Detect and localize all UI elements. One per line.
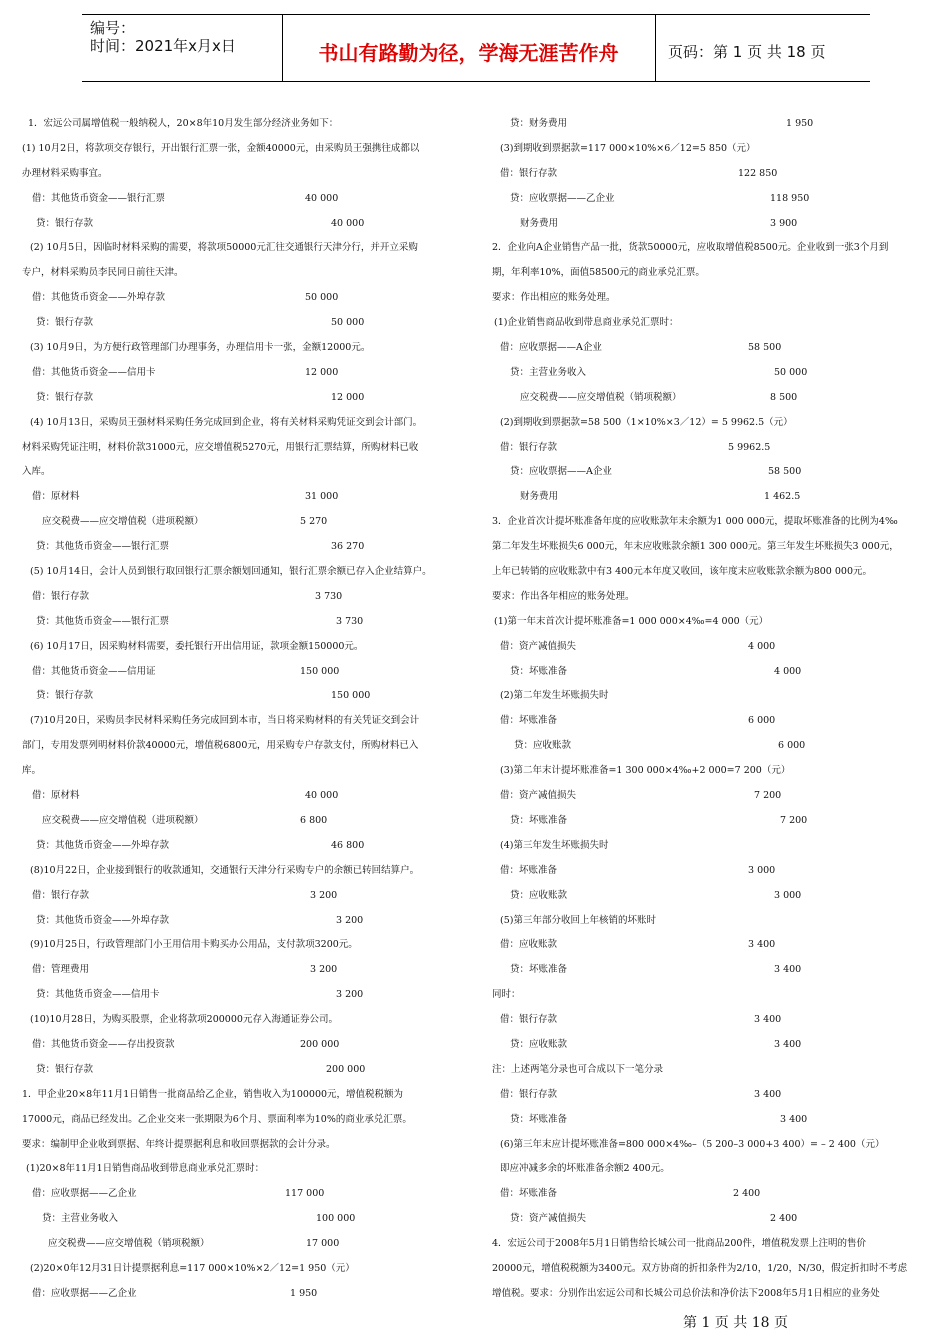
entry-amount: 3 000 xyxy=(774,889,802,901)
entry-amount: 3 200 xyxy=(336,989,364,1001)
entry-account: 借：原材料 xyxy=(32,790,80,802)
right-text-line xyxy=(490,784,930,809)
paragraph-text: (3) 10月9日，为方便行政管理部门办理事务，办理信用卡一张，金额12000元。 xyxy=(30,342,371,354)
document-number-label: 编号： xyxy=(90,19,136,37)
header-info-cell xyxy=(82,15,283,81)
right-text-line xyxy=(490,684,930,709)
left-text-line xyxy=(22,585,470,610)
entry-account: 借：坏账准备 xyxy=(500,864,558,876)
entry-amount: 3 730 xyxy=(336,615,364,627)
entry-amount: 7 200 xyxy=(780,814,808,826)
entry-account: 借：应收票据——乙企业 xyxy=(32,1287,137,1299)
paragraph-text: (4)第三年发生坏账损失时 xyxy=(500,839,609,851)
right-text-line xyxy=(490,1182,930,1207)
left-text-line xyxy=(22,436,470,461)
entry-amount: 3 400 xyxy=(774,964,802,976)
entry-amount: 3 400 xyxy=(754,1088,782,1100)
right-text-line xyxy=(490,1008,930,1033)
entry-account: 贷：银行存款 xyxy=(36,217,94,229)
entry-amount: 3 400 xyxy=(774,1038,802,1050)
left-text-line xyxy=(22,1133,470,1158)
paragraph-text: 同时： xyxy=(492,989,521,1001)
entry-amount: 8 500 xyxy=(770,391,798,403)
right-text-line xyxy=(490,485,930,510)
left-text-line xyxy=(22,660,470,685)
paragraph-text: (5)第三年部分收回上年核销的坏账时 xyxy=(500,914,656,926)
right-text-line xyxy=(490,958,930,983)
entry-account: 贷：主营业务收入 xyxy=(510,366,587,378)
right-text-line xyxy=(490,1207,930,1232)
left-text-line xyxy=(22,311,470,336)
entry-account: 借：其他货币资金——外埠存款 xyxy=(32,292,166,304)
entry-account: 贷：银行存款 xyxy=(36,391,94,403)
right-text-line xyxy=(490,610,930,635)
left-text-line xyxy=(22,112,470,137)
paragraph-text: (4) 10月13日，采购员王强材料采购任务完成回到企业，将有关材料采购凭证交到会计部门。 xyxy=(30,416,423,428)
paragraph-text: (10)10月28日，为购买股票，企业将款项200000元存入海通证券公司。 xyxy=(30,1014,338,1026)
paragraph-text: 4．宏远公司于2008年5月1日销售给长城公司一批商品200件，增值税发票上注明的售价 xyxy=(492,1238,866,1250)
entry-account: 贷：应收票据——乙企业 xyxy=(510,192,615,204)
left-text-line xyxy=(22,1282,470,1307)
entry-account: 借：银行存款 xyxy=(32,590,90,602)
entry-account: 应交税费——应交增值税（销项税额） xyxy=(48,1238,210,1250)
entry-amount: 50 000 xyxy=(331,317,365,329)
right-text-line xyxy=(490,1083,930,1108)
paragraph-text: (2) 10月5日，因临时材料采购的需要，将款项50000元汇往交通银行天津分行，并开立采购 xyxy=(30,242,418,254)
right-text-line xyxy=(490,759,930,784)
entry-amount: 2 400 xyxy=(770,1213,798,1225)
left-text-line xyxy=(22,1257,470,1282)
entry-account: 贷：应收账款 xyxy=(510,1038,568,1050)
header-motto-cell xyxy=(282,15,656,81)
left-text-line xyxy=(22,1232,470,1257)
entry-amount: 31 000 xyxy=(305,491,339,503)
paragraph-text: (2)到期收到票据款=58 500（1×10%×3／12）= 5 9962.5（元） xyxy=(500,416,793,428)
paragraph-text: (2)第二年发生坏账损失时 xyxy=(500,690,609,702)
paragraph-text: 要求：编制甲企业收到票据、年终计提票据利息和收回票据款的会计分录。 xyxy=(22,1138,336,1150)
left-text-line xyxy=(22,286,470,311)
paragraph-text: (1) 10月2日，将款项交存银行，开出银行汇票一张，金额40000元，由采购员王强携往成都以 xyxy=(22,142,420,154)
right-text-line xyxy=(490,236,930,261)
right-text-line xyxy=(490,460,930,485)
right-text-line xyxy=(490,1257,930,1282)
right-text-line xyxy=(490,635,930,660)
left-text-line xyxy=(22,759,470,784)
entry-amount: 200 000 xyxy=(300,1038,340,1050)
entry-amount: 6 800 xyxy=(300,814,328,826)
paragraph-text: (5) 10月14日，会计人员到银行取回银行汇票余额划回通知，银行汇票余额已存入企业结算户。 xyxy=(30,566,432,578)
entry-amount: 3 000 xyxy=(748,864,776,876)
entry-account: 借：银行存款 xyxy=(32,889,90,901)
left-text-line xyxy=(22,510,470,535)
paragraph-text: 注：上述两笔分录也可合成以下一笔分录 xyxy=(492,1063,664,1075)
paragraph-text: 要求：作出相应的账务处理。 xyxy=(492,292,616,304)
paragraph-text: 3．企业首次计提坏账准备年度的应收账款年末余额为1 000 000元，提取坏账准备的比例为4‰ xyxy=(492,516,898,528)
paragraph-text: (6)第三年末应计提坏账准备=800 000×4‰–（5 200–3 000+3 400）= – 2 400（元） xyxy=(500,1138,885,1150)
right-text-line xyxy=(490,909,930,934)
paragraph-text: 办理材料采购事宜。 xyxy=(22,167,108,179)
right-text-line xyxy=(490,1157,930,1182)
entry-account: 借：其他货币资金——存出投资款 xyxy=(32,1038,175,1050)
right-text-line xyxy=(490,112,930,137)
right-text-line xyxy=(490,386,930,411)
header-page-number: 页码：第 1 页 共 18 页 xyxy=(668,43,826,61)
entry-account: 财务费用 xyxy=(520,217,559,229)
left-text-line xyxy=(22,958,470,983)
entry-amount: 12 000 xyxy=(305,366,339,378)
entry-amount: 4 000 xyxy=(774,665,802,677)
entry-amount: 3 730 xyxy=(315,590,343,602)
right-text-line xyxy=(490,1058,930,1083)
left-text-line xyxy=(22,535,470,560)
left-text-line xyxy=(22,386,470,411)
paragraph-text: 1．宏远公司属增值税一般纳税人，20×8年10月发生部分经济业务如下： xyxy=(28,118,339,129)
entry-amount: 3 400 xyxy=(754,1014,782,1026)
paragraph-text: 即应冲减多余的坏账准备余额2 400元。 xyxy=(500,1163,670,1175)
entry-amount: 3 400 xyxy=(780,1113,808,1125)
right-text-line xyxy=(490,709,930,734)
entry-account: 借：应收票据——A企业 xyxy=(500,342,602,354)
right-text-line xyxy=(490,809,930,834)
paragraph-text: 库。 xyxy=(22,765,42,777)
left-text-line xyxy=(22,709,470,734)
entry-account: 贷：其他货币资金——信用卡 xyxy=(36,989,160,1001)
right-text-line xyxy=(490,510,930,535)
entry-account: 借：应收账款 xyxy=(500,939,558,951)
left-text-line xyxy=(22,734,470,759)
entry-amount: 12 000 xyxy=(331,391,365,403)
right-text-line xyxy=(490,411,930,436)
entry-amount: 200 000 xyxy=(326,1063,366,1075)
entry-amount: 2 400 xyxy=(733,1188,761,1200)
left-text-line xyxy=(22,137,470,162)
left-text-line xyxy=(22,460,470,485)
left-text-line xyxy=(22,1108,470,1133)
right-column xyxy=(490,112,930,1307)
left-text-line xyxy=(22,361,470,386)
entry-account: 贷：应收票据——A企业 xyxy=(510,466,612,478)
right-text-line xyxy=(490,311,930,336)
left-text-line xyxy=(22,212,470,237)
page-header xyxy=(82,14,870,82)
entry-amount: 3 200 xyxy=(310,964,338,976)
left-text-line xyxy=(22,635,470,660)
entry-account: 贷：应收账款 xyxy=(514,740,572,752)
entry-account: 借：银行存款 xyxy=(500,441,558,453)
entry-account: 贷：其他货币资金——银行汇票 xyxy=(36,541,170,553)
right-text-line xyxy=(490,1232,930,1257)
paragraph-text: (8)10月22日，企业接到银行的收款通知，交通银行天津分行采购专户的余额已转回结算户。 xyxy=(30,864,420,876)
left-text-line xyxy=(22,684,470,709)
paragraph-text: 2．企业向A企业销售产品一批，货款50000元，应收取增值税8500元。企业收到一张3个月到 xyxy=(492,242,889,254)
entry-amount: 4 000 xyxy=(748,640,776,652)
left-text-line xyxy=(22,610,470,635)
left-text-line xyxy=(22,411,470,436)
paragraph-text: 入库。 xyxy=(22,466,51,478)
entry-account: 贷：银行存款 xyxy=(36,1063,94,1075)
entry-account: 贷：坏账准备 xyxy=(510,1113,568,1125)
entry-amount: 3 200 xyxy=(336,914,364,926)
left-text-line xyxy=(22,261,470,286)
left-text-line xyxy=(22,187,470,212)
entry-account: 财务费用 xyxy=(520,491,559,503)
entry-amount: 1 462.5 xyxy=(764,491,801,503)
entry-account: 贷：坏账准备 xyxy=(510,964,568,976)
paragraph-text: (1)第一年末首次计提坏账准备=1 000 000×4‰=4 000（元） xyxy=(494,615,769,627)
entry-amount: 3 400 xyxy=(748,939,776,951)
left-text-line xyxy=(22,1008,470,1033)
entry-amount: 6 000 xyxy=(778,740,806,752)
entry-account: 借：坏账准备 xyxy=(500,715,558,727)
paragraph-text: 增值税。要求：分别作出宏远公司和长城公司总价法和净价法下2008年5月1日相应的业务处 xyxy=(492,1287,880,1299)
left-text-line xyxy=(22,1083,470,1108)
entry-amount: 3 900 xyxy=(770,217,798,229)
entry-account: 贷：应收账款 xyxy=(510,889,568,901)
right-text-line xyxy=(490,1108,930,1133)
entry-account: 借：其他货币资金——银行汇票 xyxy=(32,192,166,204)
entry-account: 贷：主营业务收入 xyxy=(42,1213,119,1225)
paragraph-text: 要求：作出各年相应的账务处理。 xyxy=(492,590,635,602)
paragraph-text: (9)10月25日，行政管理部门小王用信用卡购买办公用品，支付款项3200元。 xyxy=(30,939,358,951)
entry-amount: 6 000 xyxy=(748,715,776,727)
entry-account: 应交税费——应交增值税（进项税额） xyxy=(42,516,204,528)
right-text-line xyxy=(490,585,930,610)
right-text-line xyxy=(490,734,930,759)
right-text-line xyxy=(490,336,930,361)
entry-account: 借：银行存款 xyxy=(500,1014,558,1026)
paragraph-text: 20000元，增值税税额为3400元。双方协商的折扣条件为2/10，1/20，N/30，假定折扣时不考虑 xyxy=(492,1262,908,1274)
entry-account: 贷：财务费用 xyxy=(510,118,568,129)
paragraph-text: 1．甲企业20×8年11月1日销售一批商品给乙企业，销售收入为100000元，增值税税额为 xyxy=(22,1088,404,1100)
entry-account: 贷：资产减值损失 xyxy=(510,1213,587,1225)
entry-account: 借：资产减值损失 xyxy=(500,640,577,652)
paragraph-text: 材料采购凭证注明，材料价款31000元，应交增值税5270元，用银行汇票结算，所购材料已收 xyxy=(22,441,419,453)
left-text-line xyxy=(22,1207,470,1232)
entry-amount: 117 000 xyxy=(285,1188,325,1200)
entry-amount: 40 000 xyxy=(305,192,339,204)
left-text-line xyxy=(22,1157,470,1182)
page-footer: 第 1 页 共 18 页 xyxy=(683,1315,788,1331)
entry-account: 贷：其他货币资金——银行汇票 xyxy=(36,615,170,627)
entry-account: 贷：坏账准备 xyxy=(510,665,568,677)
paragraph-text: 17000元，商品已经发出。乙企业交来一张期限为6个月、票面利率为10%的商业承兑汇票。 xyxy=(22,1113,412,1125)
left-text-line xyxy=(22,809,470,834)
right-text-line xyxy=(490,286,930,311)
entry-account: 借：管理费用 xyxy=(32,964,90,976)
entry-amount: 118 950 xyxy=(770,192,810,204)
entry-amount: 1 950 xyxy=(290,1287,318,1299)
right-text-line xyxy=(490,859,930,884)
entry-amount: 5 270 xyxy=(300,516,328,528)
left-text-line xyxy=(22,336,470,361)
entry-account: 应交税费——应交增值税（销项税额） xyxy=(520,391,682,403)
entry-account: 借：原材料 xyxy=(32,491,80,503)
paragraph-text: (7)10月20日，采购员李民材料采购任务完成回到本市，当日将采购材料的有关凭证交到会计 xyxy=(30,715,420,727)
entry-account: 借：应收票据——乙企业 xyxy=(32,1188,137,1200)
left-column xyxy=(22,112,470,1307)
entry-amount: 50 000 xyxy=(305,292,339,304)
left-text-line xyxy=(22,884,470,909)
right-text-line xyxy=(490,884,930,909)
entry-amount: 46 800 xyxy=(331,839,365,851)
entry-amount: 5 9962.5 xyxy=(728,441,771,453)
entry-amount: 17 000 xyxy=(306,1238,340,1250)
document-time-label: 时间：2021年x月x日 xyxy=(90,37,236,55)
left-text-line xyxy=(22,859,470,884)
entry-account: 贷：银行存款 xyxy=(36,317,94,329)
entry-amount: 36 270 xyxy=(331,541,365,553)
paragraph-text: (6) 10月17日，因采购材料需要，委托银行开出信用证，款项金额150000元。 xyxy=(30,640,364,652)
left-text-line xyxy=(22,983,470,1008)
entry-amount: 58 500 xyxy=(768,466,802,478)
right-text-line xyxy=(490,361,930,386)
paragraph-text: (1)企业销售商品收到带息商业承兑汇票时： xyxy=(494,317,679,329)
right-text-line xyxy=(490,933,930,958)
paragraph-text: (3)到期收到票据款=117 000×10%×6／12=5 850（元） xyxy=(500,142,756,154)
entry-amount: 1 950 xyxy=(786,118,814,129)
left-text-line xyxy=(22,162,470,187)
right-text-line xyxy=(490,436,930,461)
entry-account: 贷：坏账准备 xyxy=(510,814,568,826)
entry-account: 借：坏账准备 xyxy=(500,1188,558,1200)
entry-amount: 100 000 xyxy=(316,1213,356,1225)
left-text-line xyxy=(22,909,470,934)
right-text-line xyxy=(490,1282,930,1307)
entry-account: 贷：其他货币资金——外埠存款 xyxy=(36,914,170,926)
left-text-line xyxy=(22,1058,470,1083)
paragraph-text: (2)20×0年12月31日计提票据利息=117 000×10%×2／12=1 950（元） xyxy=(30,1262,355,1274)
entry-account: 贷：银行存款 xyxy=(36,690,94,702)
right-text-line xyxy=(490,261,930,286)
right-text-line xyxy=(490,560,930,585)
left-text-line xyxy=(22,1033,470,1058)
entry-amount: 40 000 xyxy=(305,790,339,802)
entry-amount: 150 000 xyxy=(331,690,371,702)
entry-amount: 122 850 xyxy=(738,167,778,179)
left-text-line xyxy=(22,784,470,809)
left-text-line xyxy=(22,485,470,510)
entry-account: 借：其他货币资金——信用卡 xyxy=(32,366,156,378)
paragraph-text: (1)20×8年11月1日销售商品收到带息商业承兑汇票时： xyxy=(26,1163,265,1175)
entry-account: 借：银行存款 xyxy=(500,1088,558,1100)
left-text-line xyxy=(22,236,470,261)
entry-account: 应交税费——应交增值税（进项税额） xyxy=(42,814,204,826)
right-text-line xyxy=(490,535,930,560)
paragraph-text: 上年已转销的应收账款中有3 400元本年度又收回，该年度末应收账款余额为800 000元。 xyxy=(492,566,872,578)
entry-account: 贷：其他货币资金——外埠存款 xyxy=(36,839,170,851)
entry-amount: 3 200 xyxy=(310,889,338,901)
right-text-line xyxy=(490,660,930,685)
entry-amount: 150 000 xyxy=(300,665,340,677)
entry-amount: 40 000 xyxy=(331,217,365,229)
entry-account: 借：银行存款 xyxy=(500,167,558,179)
left-text-line xyxy=(22,560,470,585)
right-text-line xyxy=(490,1133,930,1158)
right-text-line xyxy=(490,212,930,237)
paragraph-text: 专户，材料采购员李民同日前往天津。 xyxy=(22,267,184,279)
entry-account: 借：其他货币资金——信用证 xyxy=(32,665,156,677)
paragraph-text: (3)第二年末计提坏账准备=1 300 000×4‰+2 000=7 200（元） xyxy=(500,765,791,777)
right-text-line xyxy=(490,187,930,212)
left-text-line xyxy=(22,933,470,958)
right-text-line xyxy=(490,137,930,162)
entry-amount: 58 500 xyxy=(748,342,782,354)
entry-amount: 7 200 xyxy=(754,790,782,802)
left-text-line xyxy=(22,834,470,859)
right-text-line xyxy=(490,162,930,187)
paragraph-text: 期，年利率10%，面值58500元的商业承兑汇票。 xyxy=(492,267,705,279)
entry-account: 借：资产减值损失 xyxy=(500,790,577,802)
right-text-line xyxy=(490,1033,930,1058)
right-text-line xyxy=(490,983,930,1008)
header-motto: 书山有路勤为径，学海无涯苦作舟 xyxy=(318,41,619,65)
left-text-line xyxy=(22,1182,470,1207)
header-page-cell xyxy=(656,15,870,81)
paragraph-text: 部门，专用发票列明材料价款40000元，增值税6800元，用采购专户存款支付，所购材料已入 xyxy=(22,740,419,752)
paragraph-text: 第二年发生坏账损失6 000元，年末应收账款余额1 300 000元。第三年发生坏账损失3 000元， xyxy=(492,541,899,553)
right-text-line xyxy=(490,834,930,859)
entry-amount: 50 000 xyxy=(774,366,808,378)
